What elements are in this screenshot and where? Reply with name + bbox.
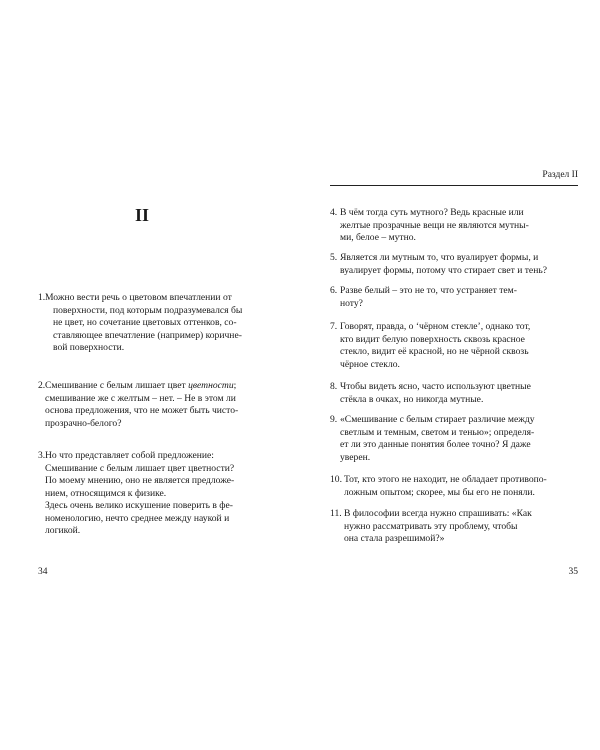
paragraph-number: 6. — [330, 285, 338, 296]
text-line: уверен. — [340, 451, 371, 463]
text-line: прозрачно-белого? — [45, 417, 122, 429]
text-line: вуалирует формы, потому что стирает свет и тень? — [340, 264, 547, 276]
text-line: В философии всегда нужно спрашивать: «Как — [344, 508, 532, 519]
paragraph-1 — [38, 292, 278, 355]
paragraph-number: 5. — [330, 252, 338, 263]
text-line: «Смешивание с белым стирает различие между — [340, 414, 535, 425]
text-line: смешивание же с желтым – нет. – Не в этом ли — [45, 392, 236, 404]
page-number: 35 — [568, 567, 578, 577]
text-line: ми, белое – мутно. — [340, 232, 416, 243]
text-line: Смешивание с белым лишает цвет цветности; — [45, 380, 237, 391]
paragraph-number: 2. — [38, 380, 46, 391]
text-line: основа предложения, что не может быть чисто- — [45, 405, 239, 416]
paragraph-number: 10. — [330, 474, 342, 485]
paragraph-3 — [38, 450, 278, 538]
text-line: Говорят, правда, о ‘чёрном стекле’, однако тот, — [340, 321, 531, 332]
text-line: Тот, кто этого не находит, не обладает противопо- — [344, 474, 547, 485]
text-line: чёрное стекло. — [340, 358, 400, 370]
page-number: 34 — [38, 567, 48, 577]
text-line: ставляющее впечатление (например) коричне- — [53, 329, 242, 341]
paragraph-5 — [330, 252, 578, 277]
paragraph-number: 8. — [330, 381, 338, 392]
text-line: ложным опытом; скорее, мы бы его не поняли. — [344, 486, 535, 498]
text-line: не цвет, но сочетание цветовых оттенков, со- — [53, 317, 237, 328]
text-line: кто видит белую поверхность сквозь красное — [340, 333, 525, 345]
running-head: Раздел II — [542, 170, 578, 180]
text-line: стекло, видит её красной, но не чёрной сквозь — [340, 346, 529, 357]
paragraph-4 — [330, 207, 578, 245]
paragraph-9 — [330, 414, 578, 464]
text-line: вой поверхности. — [53, 342, 125, 353]
header-divider — [330, 185, 578, 186]
text-line: Но что представляет собой предложение: — [45, 450, 214, 461]
text-line: По моему мнению, оно не является предложе- — [45, 475, 235, 486]
paragraph-8 — [330, 381, 578, 406]
emphasis-text: цветности — [188, 380, 234, 391]
text-line: ет ли это данные понятия более точно? Я даже — [340, 439, 531, 450]
paragraph-10 — [330, 474, 578, 499]
text-line: Можно вести речь о цветовом впечатлении от — [45, 292, 232, 303]
text-line: В чём тогда суть мутного? Ведь красные или — [340, 207, 524, 218]
text-line: логикой. — [45, 525, 81, 536]
text-line: стёкла в очках, но никогда мутные. — [340, 393, 484, 405]
text-line: нужно рассматривать эту проблему, чтобы — [344, 520, 518, 532]
text-line: Чтобы видеть ясно, часто используют цветные — [340, 381, 531, 392]
right-page — [300, 0, 600, 750]
text-line: номенологию, нечто среднее между наукой и — [45, 512, 230, 524]
text-line: нием, относящимся к физике. — [45, 487, 167, 499]
paragraph-number: 1. — [38, 292, 46, 303]
text-line: Здесь очень велико искушение поверить в фе- — [45, 500, 233, 511]
paragraph-number: 11. — [330, 508, 342, 519]
paragraph-11 — [330, 508, 578, 546]
text-line: светлым и темным, светом и тенью»; определя- — [340, 426, 535, 438]
paragraph-number: 9. — [330, 414, 338, 425]
text-line: Является ли мутным то, что вуалирует формы, и — [340, 252, 539, 263]
paragraph-number: 7. — [330, 321, 338, 332]
paragraph-6 — [330, 285, 578, 310]
text-line: Смешивание с белым лишает цвет цветности? — [45, 462, 235, 474]
paragraph-2 — [38, 380, 278, 430]
paragraph-number: 3. — [38, 450, 46, 461]
text-line: поверхности, под которым подразумевался бы — [53, 304, 243, 316]
text-line: ноту? — [340, 297, 363, 309]
text-line: Разве белый – это не то, что устраняет тем- — [340, 285, 517, 296]
text-line: желтые прозрачные вещи не являются мутны- — [340, 219, 529, 231]
paragraph-number: 4. — [330, 207, 338, 218]
paragraph-7 — [330, 321, 578, 371]
chapter-heading: II — [135, 205, 150, 225]
text-line: она стала разрешимой?» — [344, 533, 445, 544]
